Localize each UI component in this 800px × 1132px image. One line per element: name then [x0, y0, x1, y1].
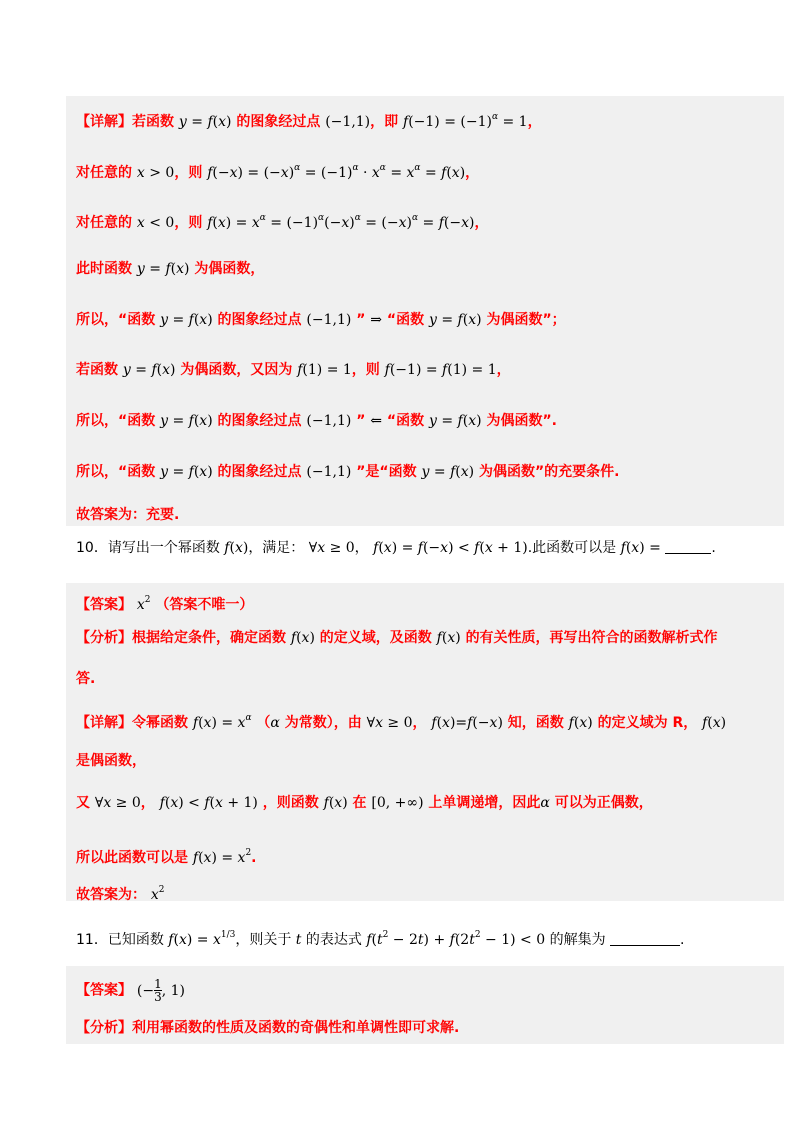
detail-10-line-4: 所以此函数可以是 $f(x) = x^2$.: [76, 848, 257, 866]
detail-line-5: 所以，“函数 y = f(x) 的图象经过点 (−1,1) ” ⇒ “函数 y = f(x) 为偶函数”；: [76, 312, 566, 328]
detail-line-2: 对任意的 x > 0，则 $f(-x) = (-x)^\alpha = (-1)^\alpha \cdot x^\alpha = x^\alpha = f(x)$，: [76, 163, 480, 181]
final-answer-10: 故答案为： $x^2$: [76, 885, 165, 903]
detail-10-line-3: 又 ∀x ≥ 0， f(x) < f(x + 1) ，则函数 f(x) 在 [0, +∞) 上单调递增，因此α 可以为正偶数，: [76, 795, 653, 811]
answer-10: 【答案】 $x^2$ （答案不唯一）: [76, 595, 254, 613]
question-10: 10．请写出一个幂函数 f(x)，满足： ∀x ≥ 0， f(x) = f(−x) < f(x + 1).此函数可以是 f(x) = .: [76, 540, 716, 556]
detail-line-4: 此时函数 y = f(x) 为偶函数，: [76, 261, 265, 277]
analysis-10-line-1: 【分析】根据给定条件，确定函数 f(x) 的定义域，及函数 f(x) 的有关性质，再写出符合的函数解析式作: [76, 630, 718, 646]
question-11: 11．已知函数 $f(x) = x^{1/3}$，则关于 t 的表达式 $f(t^2 - 2t) + f(2t^2 - 1) < 0$ 的解集为 .: [76, 930, 685, 948]
detail-line-6: 若函数 y = f(x) 为偶函数，又因为 f(1) = 1，则 f(−1) = f(1) = 1，: [76, 362, 511, 378]
detail-line-1: 【详解】若函数 y = f(x) 的图象经过点 (−1,1)，即 $f(-1) = (-1)^\alpha = 1$，: [76, 112, 542, 130]
analysis-10-line-2: 答.: [76, 671, 96, 687]
formula: y = f(x): [178, 114, 232, 130]
detail-line-3: 对任意的 x < 0，则 $f(x) = x^\alpha = (-1)^\alpha(-x)^\alpha = (-x)^\alpha = f(-x)$，: [76, 213, 489, 231]
detail-10-line-1: 【详解】令幂函数 $f(x) = x^\alpha$ （α 为常数），由 ∀x ≥ 0， f(x)=f(−x) 知，函数 f(x) 的定义域为 R， f(x): [76, 713, 727, 731]
answer-line-9: 故答案为：充要.: [76, 507, 180, 523]
answer-11: 【答案】 (− $\frac{1}{3}$ , 1): [76, 977, 185, 1004]
answer-blank[interactable]: [665, 539, 711, 554]
detail-line-8: 所以，“函数 y = f(x) 的图象经过点 (−1,1) ”是“函数 y = f(x) 为偶函数”的充要条件.: [76, 464, 620, 480]
detail-line-7: 所以，“函数 y = f(x) 的图象经过点 (−1,1) ” ⇐ “函数 y = f(x) 为偶函数”.: [76, 413, 557, 429]
detail-10-line-2: 是偶函数，: [76, 753, 146, 769]
analysis-11: 【分析】利用幂函数的性质及函数的奇偶性和单调性即可求解.: [76, 1020, 460, 1036]
answer-blank[interactable]: [610, 931, 680, 946]
